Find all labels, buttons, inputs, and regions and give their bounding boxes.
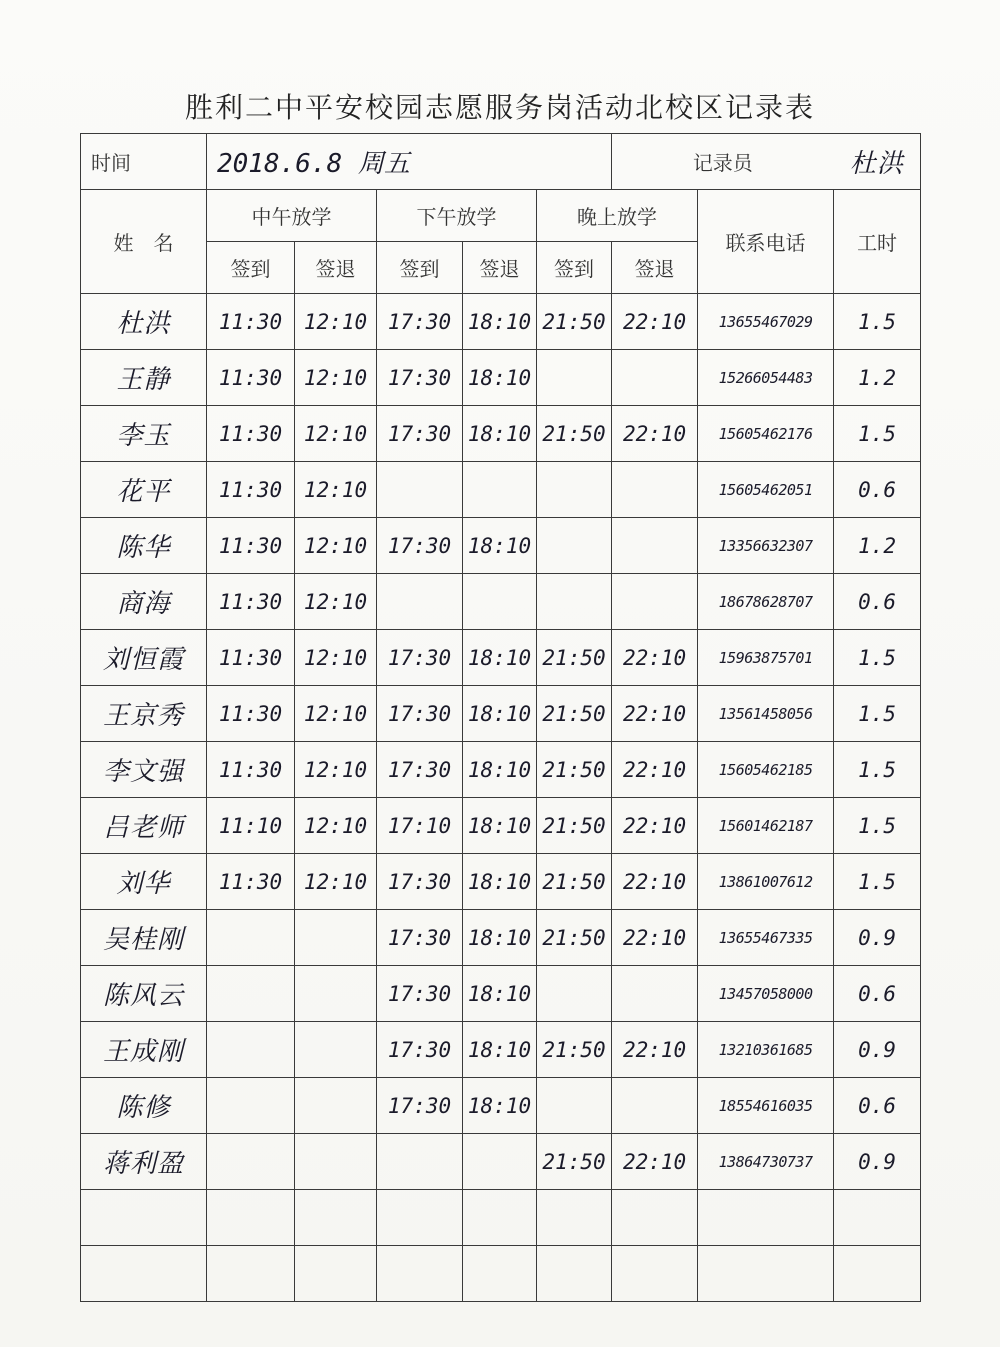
pm-sign-in — [377, 574, 463, 630]
ev-sign-out: 22:10 — [612, 910, 698, 966]
pm-sign-out: 18:10 — [463, 1022, 537, 1078]
phone-number — [698, 1246, 834, 1302]
table-row — [81, 630, 921, 686]
column-hours: 工时 — [834, 190, 921, 294]
table-row — [81, 1190, 921, 1246]
ev-sign-in: 21:50 — [537, 1134, 612, 1190]
noon-sign-in: 11:30 — [207, 294, 295, 350]
noon-sign-out: 12:10 — [295, 518, 377, 574]
work-hours: 0.9 — [834, 1134, 921, 1190]
noon-sign-out: 12:10 — [295, 686, 377, 742]
pm-sign-in: 17:30 — [377, 294, 463, 350]
signature-name: 王成刚 — [81, 1022, 207, 1078]
record-table — [80, 133, 921, 1302]
noon-sign-out — [295, 1078, 377, 1134]
signature-name: 陈华 — [81, 518, 207, 574]
column-noon: 中午放学 — [207, 190, 377, 242]
noon-sign-in — [207, 1134, 295, 1190]
table-row — [81, 1022, 921, 1078]
table-row — [81, 406, 921, 462]
phone-number: 18678628707 — [698, 574, 834, 630]
pm-sign-out: 18:10 — [463, 406, 537, 462]
noon-sign-out: 12:10 — [295, 574, 377, 630]
noon-sign-out — [295, 1190, 377, 1246]
time-label: 时间 — [81, 134, 207, 190]
phone-number: 15963875701 — [698, 630, 834, 686]
pm-sign-out: 18:10 — [463, 742, 537, 798]
phone-number: 15601462187 — [698, 798, 834, 854]
ev-sign-out: 22:10 — [612, 294, 698, 350]
table-row — [81, 854, 921, 910]
column-ev-sign-in: 签到 — [537, 242, 612, 294]
noon-sign-out: 12:10 — [295, 742, 377, 798]
pm-sign-in: 17:30 — [377, 406, 463, 462]
work-hours: 0.9 — [834, 1022, 921, 1078]
column-phone: 联系电话 — [698, 190, 834, 294]
noon-sign-out: 12:10 — [295, 854, 377, 910]
pm-sign-in: 17:30 — [377, 966, 463, 1022]
column-name: 姓 名 — [81, 190, 207, 294]
ev-sign-in: 21:50 — [537, 294, 612, 350]
column-ev-sign-out: 签退 — [612, 242, 698, 294]
column-noon-sign-out: 签退 — [295, 242, 377, 294]
ev-sign-out — [612, 1190, 698, 1246]
table-row — [81, 462, 921, 518]
noon-sign-in: 11:30 — [207, 462, 295, 518]
table-row — [81, 1134, 921, 1190]
column-pm-sign-out: 签退 — [463, 242, 537, 294]
ev-sign-out — [612, 574, 698, 630]
noon-sign-in — [207, 1246, 295, 1302]
work-hours: 1.5 — [834, 686, 921, 742]
ev-sign-in — [537, 966, 612, 1022]
signature-name: 刘恒霞 — [81, 630, 207, 686]
table-row — [81, 1246, 921, 1302]
pm-sign-out: 18:10 — [463, 294, 537, 350]
phone-number: 13864730737 — [698, 1134, 834, 1190]
noon-sign-out — [295, 1246, 377, 1302]
work-hours: 1.2 — [834, 350, 921, 406]
pm-sign-out — [463, 1134, 537, 1190]
ev-sign-out — [612, 966, 698, 1022]
table-row — [81, 686, 921, 742]
ev-sign-in — [537, 574, 612, 630]
phone-number: 13655467335 — [698, 910, 834, 966]
ev-sign-out: 22:10 — [612, 630, 698, 686]
work-hours — [834, 1246, 921, 1302]
noon-sign-in: 11:30 — [207, 406, 295, 462]
signature-name: 吴桂刚 — [81, 910, 207, 966]
noon-sign-in — [207, 1190, 295, 1246]
phone-number: 15605462185 — [698, 742, 834, 798]
column-noon-sign-in: 签到 — [207, 242, 295, 294]
work-hours: 1.5 — [834, 630, 921, 686]
noon-sign-in: 11:30 — [207, 854, 295, 910]
pm-sign-in: 17:30 — [377, 742, 463, 798]
ev-sign-in: 21:50 — [537, 1022, 612, 1078]
noon-sign-in: 11:30 — [207, 630, 295, 686]
work-hours: 1.5 — [834, 406, 921, 462]
pm-sign-out: 18:10 — [463, 966, 537, 1022]
signature-name: 李文强 — [81, 742, 207, 798]
ev-sign-in: 21:50 — [537, 686, 612, 742]
table-row — [81, 294, 921, 350]
noon-sign-in: 11:30 — [207, 574, 295, 630]
pm-sign-in: 17:30 — [377, 630, 463, 686]
noon-sign-in: 11:30 — [207, 742, 295, 798]
noon-sign-in — [207, 910, 295, 966]
noon-sign-out — [295, 910, 377, 966]
pm-sign-out: 18:10 — [463, 350, 537, 406]
noon-sign-in: 11:30 — [207, 350, 295, 406]
ev-sign-in: 21:50 — [537, 854, 612, 910]
pm-sign-in: 17:30 — [377, 910, 463, 966]
signature-name: 吕老师 — [81, 798, 207, 854]
noon-sign-out — [295, 1022, 377, 1078]
phone-number: 13457058000 — [698, 966, 834, 1022]
pm-sign-in — [377, 1134, 463, 1190]
header-row-time — [81, 134, 921, 190]
phone-number: 18554616035 — [698, 1078, 834, 1134]
ev-sign-out: 22:10 — [612, 742, 698, 798]
ev-sign-out: 22:10 — [612, 1134, 698, 1190]
pm-sign-out: 18:10 — [463, 798, 537, 854]
pm-sign-out: 18:10 — [463, 686, 537, 742]
signature-name: 陈风云 — [81, 966, 207, 1022]
pm-sign-out: 18:10 — [463, 910, 537, 966]
pm-sign-in: 17:30 — [377, 686, 463, 742]
work-hours: 1.5 — [834, 294, 921, 350]
signature-name: 王京秀 — [81, 686, 207, 742]
pm-sign-out: 18:10 — [463, 1078, 537, 1134]
work-hours: 0.9 — [834, 910, 921, 966]
pm-sign-in — [377, 1246, 463, 1302]
phone-number — [698, 1190, 834, 1246]
ev-sign-out: 22:10 — [612, 686, 698, 742]
pm-sign-in: 17:30 — [377, 518, 463, 574]
table-row — [81, 966, 921, 1022]
work-hours: 1.2 — [834, 518, 921, 574]
pm-sign-out: 18:10 — [463, 854, 537, 910]
table-row — [81, 1078, 921, 1134]
table-row — [81, 798, 921, 854]
ev-sign-in — [537, 462, 612, 518]
phone-number: 13210361685 — [698, 1022, 834, 1078]
ev-sign-out: 22:10 — [612, 798, 698, 854]
noon-sign-in — [207, 1078, 295, 1134]
table-row — [81, 742, 921, 798]
work-hours: 0.6 — [834, 574, 921, 630]
signature-name: 花平 — [81, 462, 207, 518]
ev-sign-in: 21:50 — [537, 742, 612, 798]
ev-sign-out — [612, 518, 698, 574]
ev-sign-out — [612, 462, 698, 518]
noon-sign-in: 11:10 — [207, 798, 295, 854]
ev-sign-in: 21:50 — [537, 406, 612, 462]
column-evening: 晚上放学 — [537, 190, 698, 242]
pm-sign-out — [463, 462, 537, 518]
noon-sign-in: 11:30 — [207, 686, 295, 742]
noon-sign-out: 12:10 — [295, 406, 377, 462]
recorder-label: 记录员 — [612, 134, 834, 190]
ev-sign-in — [537, 350, 612, 406]
pm-sign-in: 17:30 — [377, 1022, 463, 1078]
signature-name — [81, 1246, 207, 1302]
noon-sign-in — [207, 966, 295, 1022]
noon-sign-in — [207, 1022, 295, 1078]
signature-name: 商海 — [81, 574, 207, 630]
pm-sign-out — [463, 574, 537, 630]
work-hours: 0.6 — [834, 462, 921, 518]
ev-sign-in — [537, 1078, 612, 1134]
pm-sign-out — [463, 1190, 537, 1246]
signature-name: 陈修 — [81, 1078, 207, 1134]
work-hours: 0.6 — [834, 966, 921, 1022]
table-row — [81, 574, 921, 630]
time-value: 2018.6.8 周五 — [207, 134, 612, 190]
pm-sign-in: 17:30 — [377, 350, 463, 406]
pm-sign-out: 18:10 — [463, 630, 537, 686]
ev-sign-in: 21:50 — [537, 798, 612, 854]
ev-sign-out — [612, 1078, 698, 1134]
ev-sign-in: 21:50 — [537, 910, 612, 966]
noon-sign-out: 12:10 — [295, 462, 377, 518]
ev-sign-out — [612, 1246, 698, 1302]
noon-sign-out: 12:10 — [295, 294, 377, 350]
ev-sign-out: 22:10 — [612, 406, 698, 462]
header-row-sessions — [81, 190, 921, 242]
work-hours: 1.5 — [834, 798, 921, 854]
ev-sign-out: 22:10 — [612, 854, 698, 910]
pm-sign-in: 17:30 — [377, 854, 463, 910]
phone-number: 15266054483 — [698, 350, 834, 406]
pm-sign-in: 17:30 — [377, 1078, 463, 1134]
recorder-value: 杜洪 — [834, 134, 921, 190]
ev-sign-in — [537, 518, 612, 574]
ev-sign-out — [612, 350, 698, 406]
noon-sign-out: 12:10 — [295, 630, 377, 686]
column-pm-sign-in: 签到 — [377, 242, 463, 294]
signature-name — [81, 1190, 207, 1246]
noon-sign-out: 12:10 — [295, 350, 377, 406]
noon-sign-out — [295, 1134, 377, 1190]
pm-sign-in — [377, 462, 463, 518]
ev-sign-in — [537, 1190, 612, 1246]
phone-number: 13356632307 — [698, 518, 834, 574]
column-afternoon: 下午放学 — [377, 190, 537, 242]
page-title: 胜利二中平安校园志愿服务岗活动北校区记录表 — [184, 91, 815, 124]
phone-number: 13561458056 — [698, 686, 834, 742]
signature-name: 刘华 — [81, 854, 207, 910]
noon-sign-in: 11:30 — [207, 518, 295, 574]
signature-name: 杜洪 — [81, 294, 207, 350]
work-hours: 1.5 — [834, 742, 921, 798]
ev-sign-out: 22:10 — [612, 1022, 698, 1078]
work-hours — [834, 1190, 921, 1246]
work-hours: 0.6 — [834, 1078, 921, 1134]
ev-sign-in: 21:50 — [537, 630, 612, 686]
phone-number: 15605462176 — [698, 406, 834, 462]
signature-name: 李玉 — [81, 406, 207, 462]
signature-name: 王静 — [81, 350, 207, 406]
work-hours: 1.5 — [834, 854, 921, 910]
phone-number: 13655467029 — [698, 294, 834, 350]
signature-name: 蒋利盈 — [81, 1134, 207, 1190]
pm-sign-out: 18:10 — [463, 518, 537, 574]
ev-sign-in — [537, 1246, 612, 1302]
pm-sign-out — [463, 1246, 537, 1302]
pm-sign-in — [377, 1190, 463, 1246]
table-row — [81, 350, 921, 406]
table-row — [81, 910, 921, 966]
noon-sign-out — [295, 966, 377, 1022]
phone-number: 13861007612 — [698, 854, 834, 910]
phone-number: 15605462051 — [698, 462, 834, 518]
pm-sign-in: 17:10 — [377, 798, 463, 854]
noon-sign-out: 12:10 — [295, 798, 377, 854]
table-row — [81, 518, 921, 574]
